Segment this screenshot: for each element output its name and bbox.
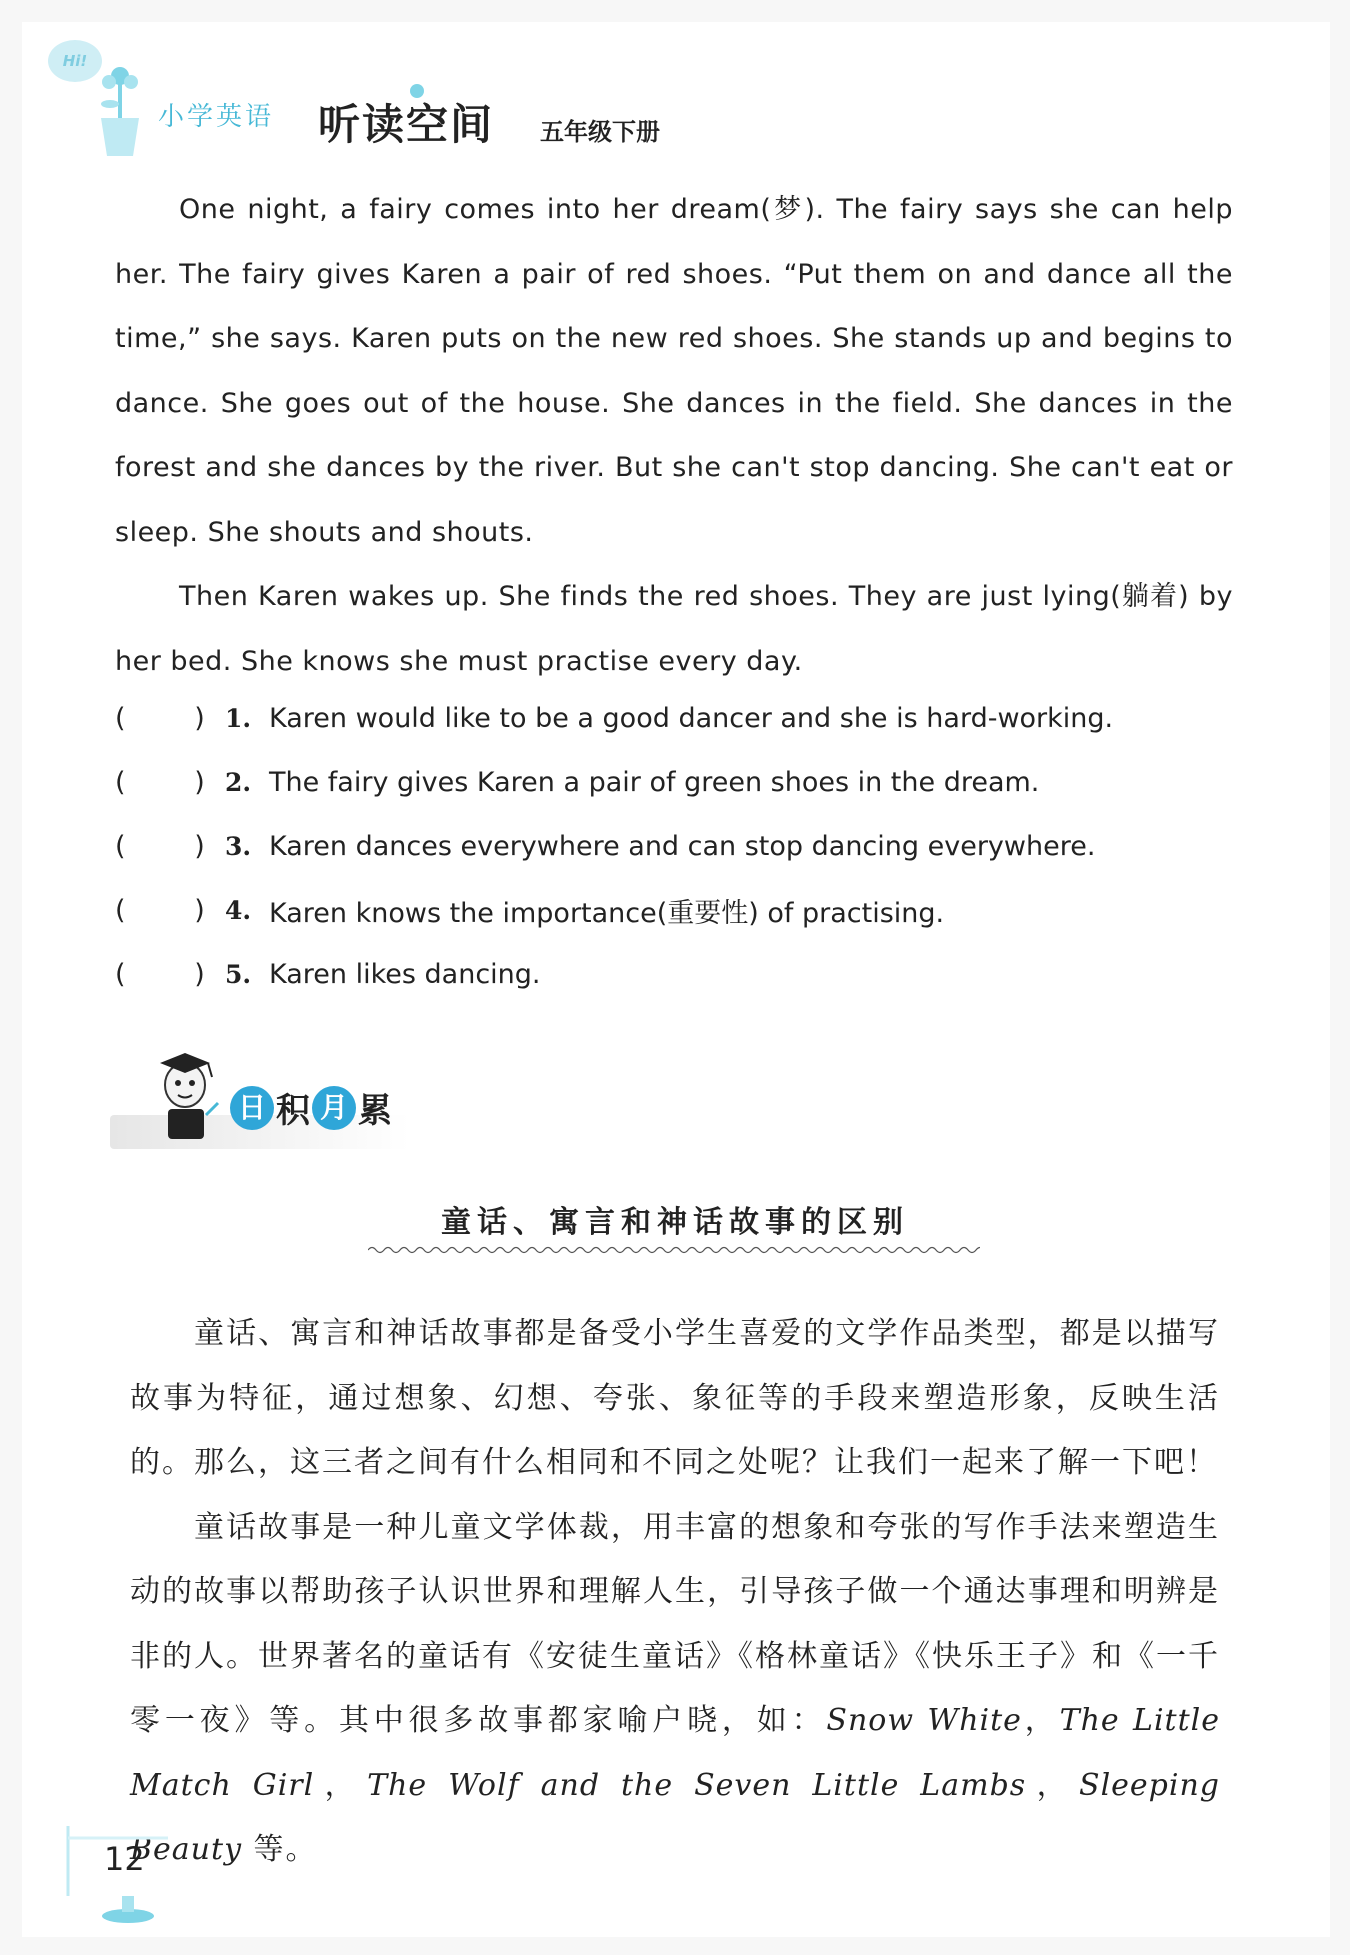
passage-paragraph: Then Karen wakes up. She finds the red shoes. They are just lying(躺着) by her bed. She knows she must practise every day. <box>115 581 1233 677</box>
page-number: 12 <box>104 1840 145 1878</box>
question-item <box>115 878 1233 942</box>
answer-blank[interactable]: ( ) <box>115 830 205 862</box>
answer-blank[interactable]: ( ) <box>115 766 205 798</box>
grade-label: 五年级下册 <box>540 117 660 146</box>
flower-pot-icon <box>95 60 145 160</box>
article-paragraph: 童话、寓言和神话故事都是备受小学生喜爱的文学作品类型，都是以描写故事为特征，通过想象、幻想、夸张、象征等的手段来塑造形象，反映生活的。那么，这三者之间有什么相同和不同之处呢？让我们一起来了解一下吧！ <box>130 1316 1220 1480</box>
question-number: 3. <box>225 831 252 861</box>
question-item <box>115 750 1233 814</box>
question-number: 4. <box>225 895 252 925</box>
article-text: 童话故事是一种儿童文学体裁，用丰富的想象和夸张的写作手法来塑造生动的故事以帮助孩子认识世界和理解人生，引导孩子做一个通达事理和明辨是非的人。世界著名的童话有《安徒生童话》《格林童话》《快乐王子》和《一千零一夜》等。其中很多故事都家喻户晓，如： <box>130 1509 1220 1738</box>
story-title: The Wolf and the Seven Little Lambs <box>367 1767 1027 1803</box>
banner-char-circled: 月 <box>312 1086 356 1130</box>
question-number: 5. <box>225 959 252 989</box>
question-number: 1. <box>225 703 252 733</box>
wavy-underline <box>368 1244 980 1256</box>
section-subtitle: 童话、寓言和神话故事的区别 <box>441 1205 909 1240</box>
question-number: 2. <box>225 767 252 797</box>
article-paragraph <box>130 1496 1220 1883</box>
banner-char: 积 <box>276 1091 310 1131</box>
hi-badge: Hi! <box>48 40 102 82</box>
graduate-mascot-icon <box>150 1045 220 1145</box>
separator: ， <box>1021 1703 1060 1738</box>
reading-passage <box>115 178 1233 694</box>
story-title: The Little Match Girl <box>130 1703 1220 1803</box>
question-text: The fairy gives Karen a pair of green shoes in the dream. <box>269 766 1040 798</box>
banner-title <box>230 1083 392 1132</box>
series-title: 听读空间 <box>318 100 495 149</box>
question-text: Karen would like to be a good dancer and she is hard-working. <box>269 702 1114 734</box>
separator: ， <box>314 1767 368 1803</box>
series-label-small: 小学英语 <box>158 102 275 132</box>
story-title: Snow White <box>826 1703 1022 1738</box>
passage-paragraph: One night, a fairy comes into her dream(梦). The fairy says she can help her. The fairy gives Karen a pair of red shoes. “Put them on and dance all the time,” she says. Karen puts on the new red shoes. She stands up and begins to dance. She goes out of the house. She dances in the field. She dances in the forest and she dances by the river. But she can't stop dancing. She can't eat or sleep. She shouts and shouts. <box>115 194 1233 548</box>
article-ending: 等。 <box>242 1832 318 1867</box>
question-item <box>115 942 1233 1006</box>
question-text: Karen knows the importance(重要性) of practising. <box>269 897 945 929</box>
story-title: Sleeping Beauty <box>130 1767 1220 1867</box>
article <box>130 1302 1220 1883</box>
answer-blank[interactable]: ( ) <box>115 958 205 990</box>
question-item <box>115 686 1233 750</box>
banner-char-circled: 日 <box>230 1086 274 1130</box>
section-banner <box>110 1045 440 1153</box>
question-item <box>115 814 1233 878</box>
question-text: Karen dances everywhere and can stop dancing everywhere. <box>269 830 1096 862</box>
question-text: Karen likes dancing. <box>269 958 541 990</box>
true-false-questions <box>115 686 1233 1006</box>
answer-blank[interactable]: ( ) <box>115 894 205 926</box>
separator: ， <box>1026 1767 1080 1803</box>
banner-char: 累 <box>358 1091 392 1131</box>
answer-blank[interactable]: ( ) <box>115 702 205 734</box>
